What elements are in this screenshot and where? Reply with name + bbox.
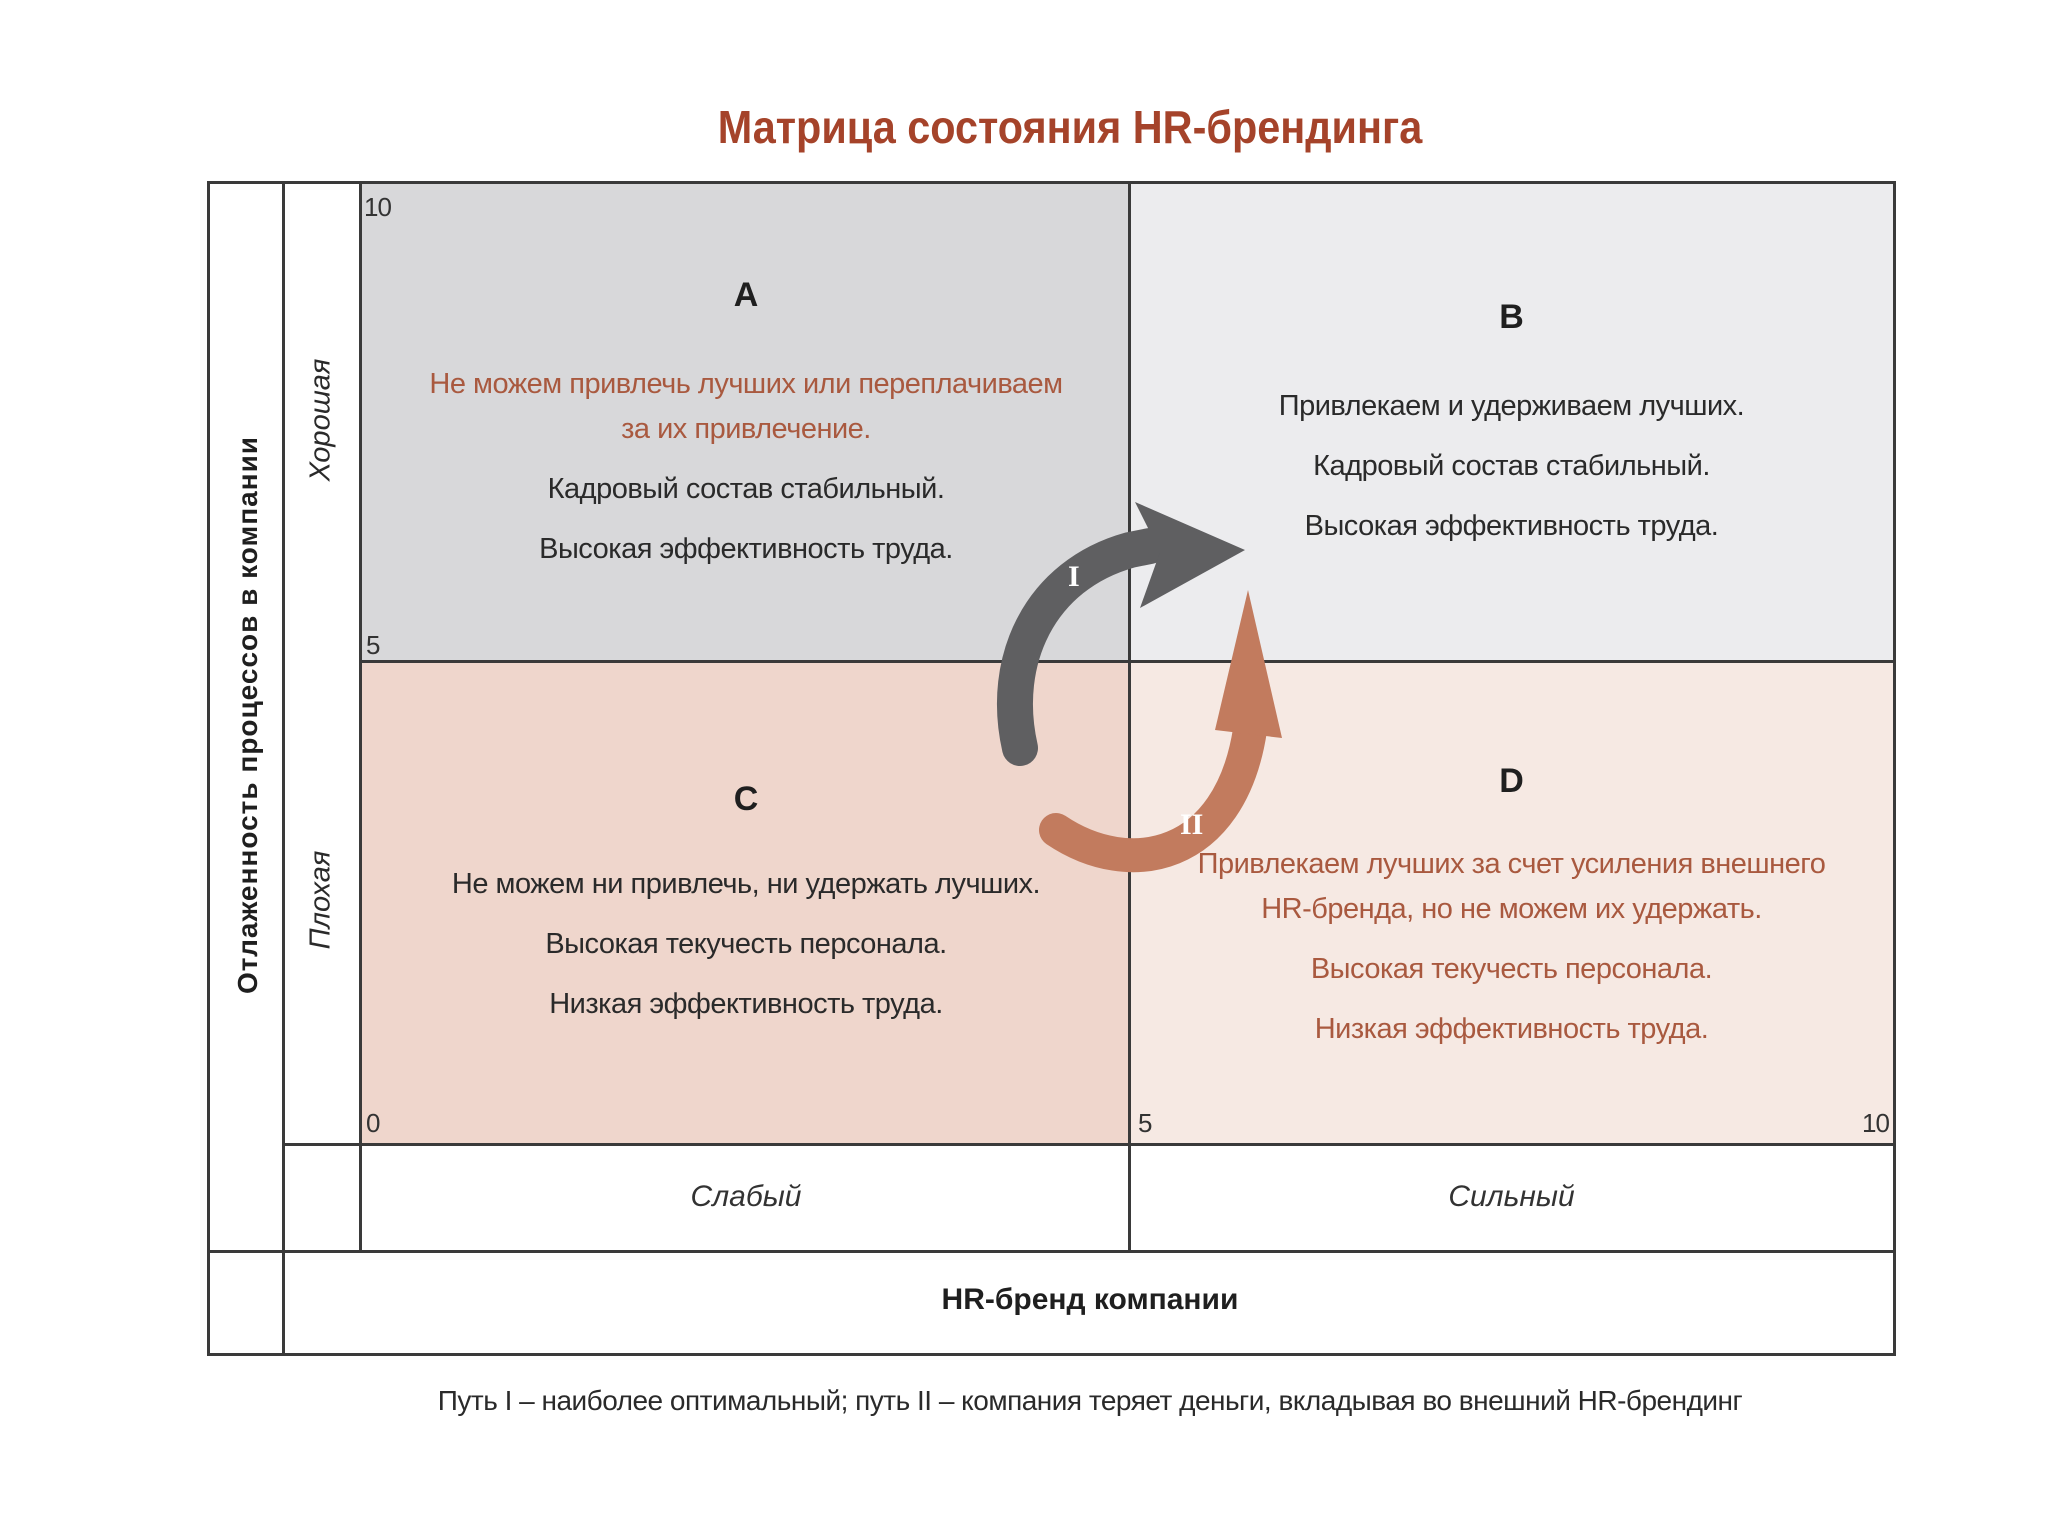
quadrant-c-line-2: Высокая текучесть персонала. xyxy=(545,928,947,960)
quadrant-c-line-1: Не можем ни привлечь, ни удержать лучших. xyxy=(451,868,1041,900)
y-axis-title: Отлаженность процессов в компании xyxy=(232,435,263,995)
quadrant-a-letter: A xyxy=(733,276,759,314)
quadrant-b-line-3: Высокая эффективность труда. xyxy=(1304,510,1719,542)
tick-x-end: 10 xyxy=(1862,1108,1889,1138)
quadrant-d-line-1: Привлекаем лучших за счет усиления внешнего xyxy=(1197,848,1826,880)
quadrant-d-line-2: HR-бренда, но не можем их удержать. xyxy=(1261,893,1762,925)
path-one-arrow xyxy=(1015,546,1150,748)
quadrant-b-line-1: Привлекаем и удерживаем лучших. xyxy=(1278,390,1745,422)
path-two-arrow xyxy=(1056,730,1250,855)
quadrant-a-line-2: за их привлечение. xyxy=(621,413,871,445)
path-two-arrowhead xyxy=(1215,590,1282,738)
quadrant-d-line-4: Низкая эффективность труда. xyxy=(1314,1013,1709,1045)
tick-origin: 0 xyxy=(366,1108,380,1138)
quadrant-a-line-1: Не можем привлечь лучших или переплачиваем xyxy=(429,368,1063,400)
quadrant-d-letter: D xyxy=(1499,762,1524,800)
tick-y-mid: 5 xyxy=(366,630,380,660)
quadrant-b-letter: B xyxy=(1499,298,1524,336)
tick-y-top: 10 xyxy=(364,192,391,222)
quadrant-c-letter: C xyxy=(733,780,759,818)
y-level-bad: Плохая xyxy=(304,850,337,950)
quadrant-a-line-3: Кадровый состав стабильный. xyxy=(547,473,945,505)
x-level-weak: Слабый xyxy=(690,1180,802,1213)
quadrant-c-line-3: Низкая эффективность труда. xyxy=(549,988,943,1020)
caption: Путь I – наиболее оптимальный; путь II – компания теряет деньги, вкладывая во внешний HR-брендинг xyxy=(437,1385,1743,1416)
quadrant-d-line-3: Высокая текучесть персонала. xyxy=(1310,953,1713,985)
x-axis-title: HR-бренд компании xyxy=(941,1283,1239,1316)
quadrant-b-line-2: Кадровый состав стабильный. xyxy=(1313,450,1710,482)
diagram-title: Матрица состояния HR-брендинга xyxy=(717,101,1423,153)
tick-x-mid: 5 xyxy=(1138,1108,1152,1138)
quadrant-a-line-4: Высокая эффективность труда. xyxy=(539,533,953,565)
y-level-good: Хорошая xyxy=(304,358,337,482)
path-one-label: I xyxy=(1068,560,1080,593)
x-level-strong: Сильный xyxy=(1448,1180,1575,1213)
path-two-label: II xyxy=(1180,808,1204,841)
